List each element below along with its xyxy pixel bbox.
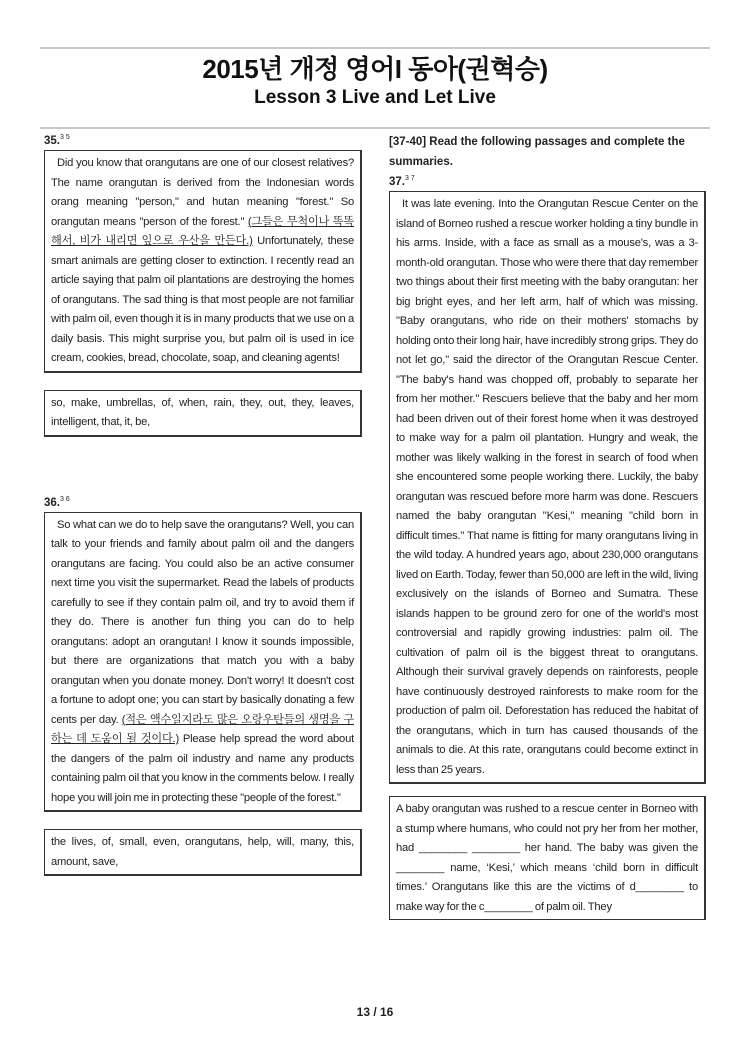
header-rule — [40, 127, 710, 129]
question-36-number — [44, 495, 362, 512]
question-sup: 3 7 — [405, 175, 415, 183]
question-37-summary — [389, 796, 706, 920]
question-35-word-bank — [44, 390, 362, 437]
page-number: 13 / 16 — [356, 1005, 394, 1019]
document-title: 2015년 개정 영어I 동아(권혁승) — [202, 54, 548, 84]
passage-text: Unfortunately, these smart animals are getting closer to extinction. I recently read an article saying that palm oil plantations are destroying the homes of orangutans. The sad thing is that most people are not familiar with palm oil, even though it is in many products that we use on a daily basis. This might surprise you, but palm oil is used in ice cream, cookies, bread, chocolate, soap, and cleaning agents! — [51, 235, 354, 364]
left-column — [44, 133, 362, 876]
question-number: 37. — [389, 176, 405, 188]
question-35-passage — [44, 150, 362, 373]
question-number: 35. — [44, 135, 60, 147]
question-36-passage — [44, 512, 362, 813]
lesson-subtitle: Lesson 3 Live and Let Live — [254, 87, 496, 108]
passage-text: Did you know that orangutans are one of our closest relatives? The name orangutan is derived from the Indonesian words orang meaning "person," and hutan meaning "forest." So orangutan means "person of the forest." — [51, 157, 354, 228]
korean-underlined-sentence: (그들은 무척이나 똑똑해서, 비가 내리면 잎으로 우산을 만든다.) — [51, 215, 354, 247]
word-bank-text: the lives, of, small, even, orangutans, help, will, many, this, amount, save, — [51, 836, 354, 868]
passage-text: It was late evening. Into the Orangutan Rescue Center on the island of Borneo rushed a rescue worker holding a tiny bundle in his arms. Inside, with a face as small as a mouse's, was a 3-month-old orangutan. Those who were there that day remember two things about their first meeting with the baby orangutan: her big bright eyes, and her left arm, half of which was missing. "Baby orangutans, who ride on their mothers' stomachs by holding onto their long hair, have incredibly strong grips. They do not let go," said the director of the Orangutan Rescue Center. "The baby's hand was chopped off, probably to separate her from her mother." Rescuers believe that the baby and her mom had been driven out of their forest home when it was destroyed to make way for a palm oil plantation. Hungry and weak, the mother was likely walking in the forest in search of food when she encountered some people working there. Luckily, the baby orangutan was rescued before more harm was done. Rescuers named the baby orangutan "Kesi," meaning "child born in difficult times." That name is fitting for many orangutans living in the wild today. A hundred years ago, about 230,000 orangutans lived on Earth. Today, fewer than 50,000 are left in the wild, living exclusively on the islands of Borneo and Sumatra. These islands happen to be ground zero for one of the world's most controversial and rapidly growing industries: palm oil. The cultivation of palm oil is the biggest threat to orangutans. Although their survival gravely depends on rainforests, people have continuously destroyed rainforests to make room for the production of palm oil. Deforestation has reduced the habitat of the orangutans, which in turn has caused thousands of the animals to die. At this rate, orangutans could become extinct in less than 25 years. — [396, 198, 698, 776]
question-37-passage — [389, 191, 706, 784]
question-number: 36. — [44, 496, 60, 509]
question-sup: 3 6 — [60, 495, 70, 503]
question-35-number — [44, 133, 362, 150]
right-column — [389, 133, 706, 920]
section-instructions: [37-40] Read the following passages and complete the summaries. — [389, 136, 685, 168]
passage-text: Please help spread the word about the dangers of the palm oil industry and name any products containing palm oil that you know in the comments below. I really hope you will join me in protecting these "people of the forest." — [51, 733, 354, 804]
question-sup: 3 5 — [60, 134, 70, 142]
summary-text: A baby orangutan was rushed to a rescue center in Borneo with a stump where humans, who could not pry her from her mother, had ________ ________ her hand. The baby was given the ________ name, ‘Kesi,’ which means ‘child born in difficult times.’ Orangutans like this are the victims of d________ to make way for the c________ of palm oil. They — [396, 803, 698, 913]
passage-text: So what can we do to help save the orangutans? Well, you can talk to your friends and family about palm oil and the dangers orangutans are facing. You could also be an active consumer next time you visit the supermarket. Read the labels of products carefully to see if they contain palm oil, and try to avoid them if they do. There is another fun thing you can do to help orangutans: adopt an orangutan! I know it sounds impossible, but there are organizations that match you with a baby orangutan when you donate money. Don't worry! It doesn't cost a fortune to adopt one; you can start by basically donating a few cents per day. — [51, 518, 354, 726]
top-rule — [40, 47, 710, 49]
question-36-word-bank — [44, 829, 362, 876]
word-bank-text: so, make, umbrellas, of, when, rain, they, out, they, leaves, intelligent, that, it, be, — [51, 396, 354, 428]
korean-underlined-sentence: (적은 액수일지라도 많은 오랑우탄들의 생명을 구하는 데 도움이 될 것이다.) — [51, 713, 354, 745]
question-37-number — [389, 174, 706, 191]
